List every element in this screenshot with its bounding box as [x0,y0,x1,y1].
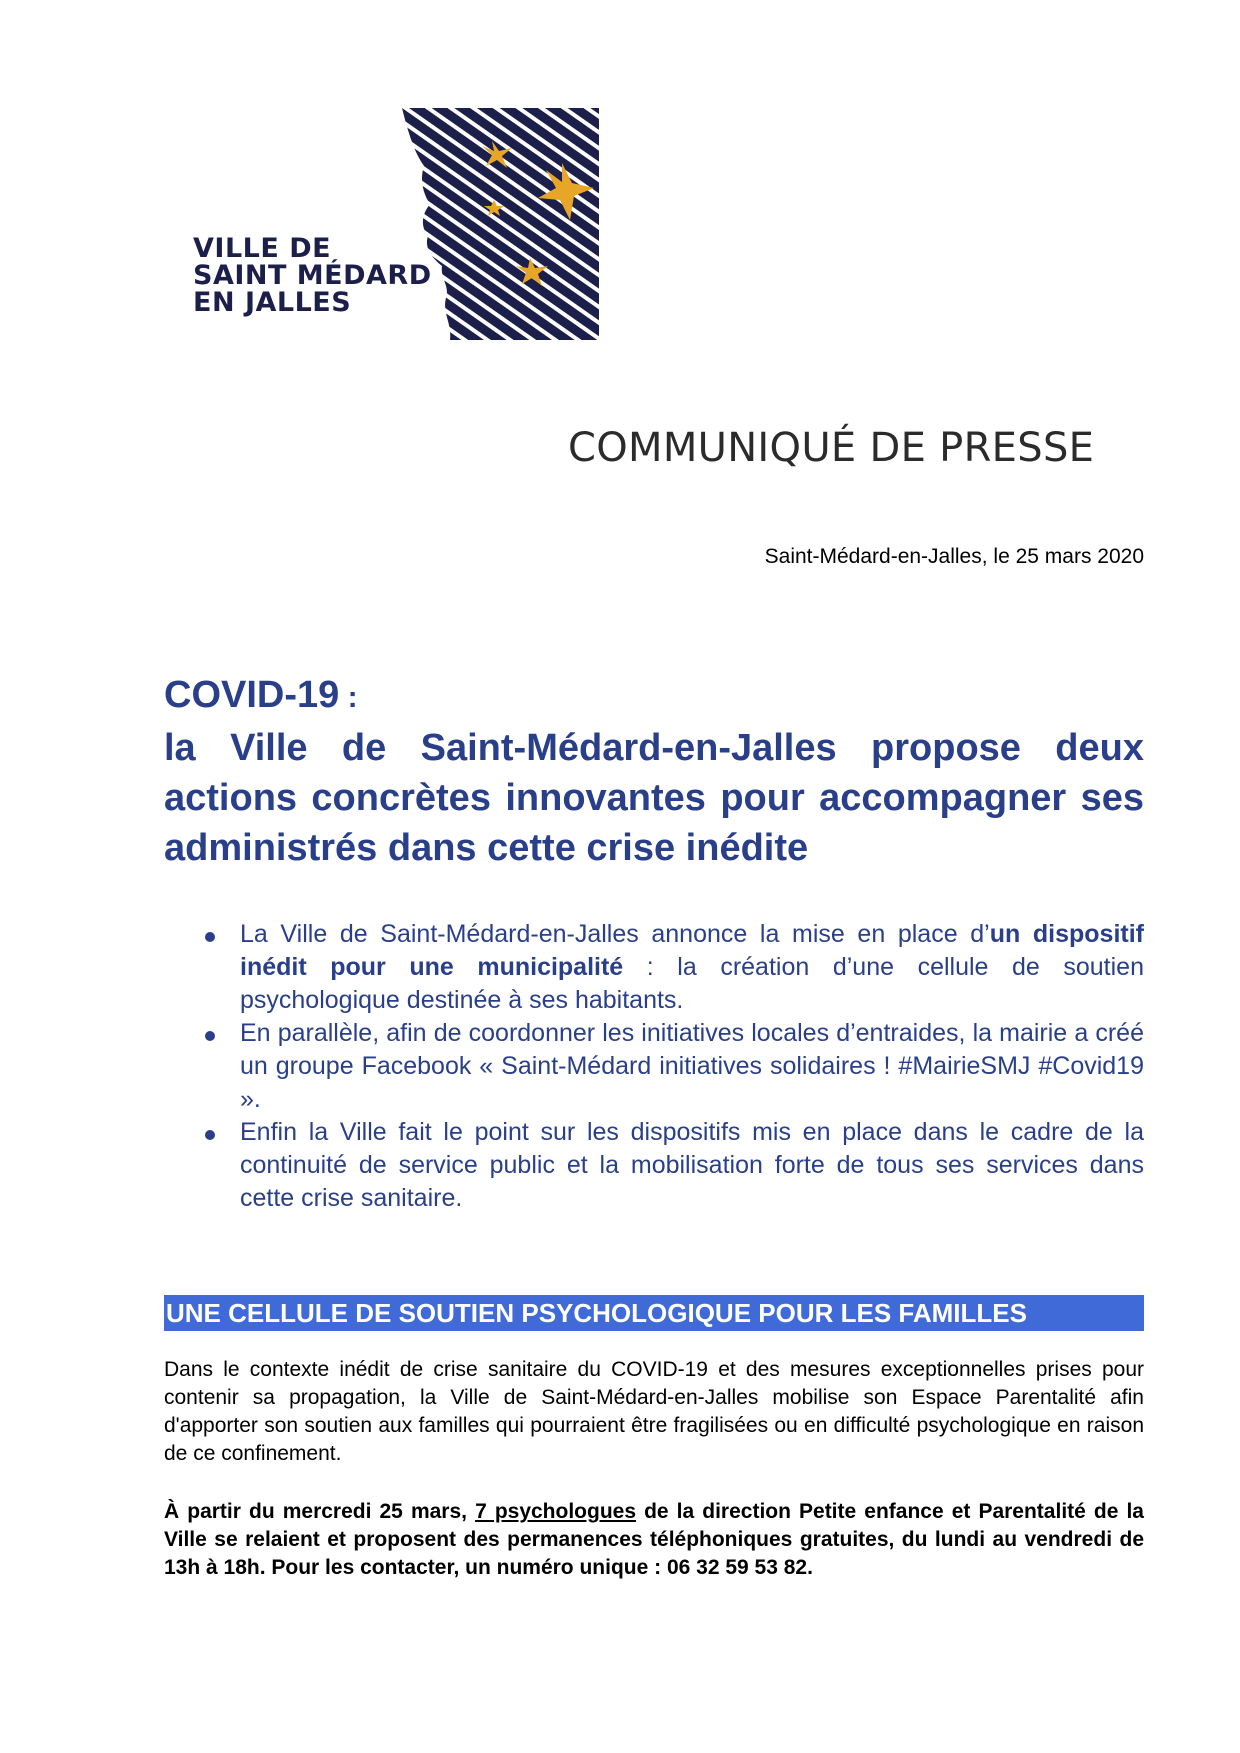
city-logo-emblem-icon [402,108,599,340]
logo-line-3: EN JALLES [193,287,352,318]
list-item: En parallèle, afin de coordonner les initiatives locales d’entraides, la mairie a créé un groupe Facebook « Saint-Médard initiatives solidaires ! #MairieSMJ #Covid19 ». [200,1017,1144,1116]
list-item: La Ville de Saint-Médard-en-Jalles annonce la mise en place d’un dispositif inédit pour une municipalité : la création d’une cellule de soutien psychologique destinée à ses habitants. [200,918,1144,1017]
psychologists-count: 7 psychologues [475,1500,637,1523]
key-points-list [200,918,1144,1215]
city-logo-wordmark [193,235,432,316]
section-heading: UNE CELLULE DE SOUTIEN PSYCHOLOGIQUE POUR LES FAMILLES [164,1295,1144,1331]
dateline: Saint-Médard-en-Jalles, le 25 mars 2020 [764,545,1144,568]
contact-paragraph: À partir du mercredi 25 mars, 7 psychologues de la direction Petite enfance et Parentalité de la Ville se relaient et proposent des permanences téléphoniques gratuites, du lundi au vendredi de 13h à 18h. Pour les contacter, un numéro unique : 06 32 59 53 82. [164,1500,1144,1579]
headline-text: la Ville de Saint-Médard-en-Jalles propose deux actions concrètes innovantes pour accompagner ses administrés dans cette crise inédite [164,727,1144,869]
emphasized-text: un dispositif inédit pour une municipalité [240,920,1144,981]
logo-line-1: VILLE DE [193,233,332,264]
document-type-title: COMMUNIQUÉ DE PRESSE [568,425,1095,471]
headline-colon: : [339,681,358,714]
list-item: Enfin la Ville fait le point sur les dispositifs mis en place dans le cadre de la continuité de service public et la mobilisation forte de tous ses services dans cette crise sanitaire. [200,1116,1144,1215]
section-paragraph: Dans le contexte inédit de crise sanitaire du COVID-19 et des mesures exceptionnelles prises pour contenir sa propagation, la Ville de Saint-Médard-en-Jalles mobilise son Espace Parentalité afin d'apporter son soutien aux familles qui pourraient être fragilisées ou en difficulté psychologique en raison de ce confinement. [164,1358,1144,1465]
headline-topic: COVID-19 : [164,674,358,716]
headline [164,670,1144,873]
logo-line-2: SAINT MÉDARD [193,260,432,291]
